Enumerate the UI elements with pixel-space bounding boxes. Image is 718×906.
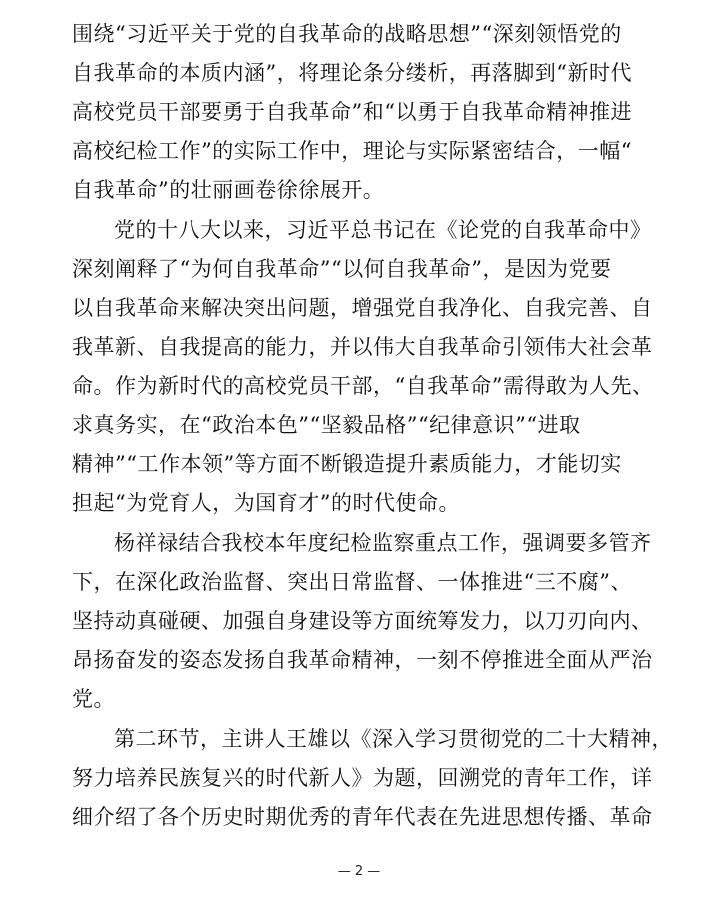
paragraph-3-line-3: 坚持动真碰硬、加强自身建设等方面统筹发力，以刀刃向内、 bbox=[72, 609, 653, 633]
paragraph-3-line-1: 杨祥禄结合我校本年度纪检监察重点工作，强调要多管齐 bbox=[114, 531, 652, 555]
paragraph-2-line-6: 求真务实，在“政治本色”“坚毅品格”“纪律意识”“进取 bbox=[72, 413, 581, 437]
paragraph-4-line-2: 努力培养民族复兴的时代新人》为题，回溯党的青年工作，详 bbox=[72, 766, 653, 790]
paragraph-2-line-1: 党的十八大以来，习近平总书记在《论党的自我革命中》 bbox=[114, 218, 652, 242]
paragraph-2-line-5: 命。作为新时代的高校党员干部，“自我革命”需得敢为人先、 bbox=[72, 374, 654, 398]
page-number: — 2 — bbox=[337, 864, 381, 879]
paragraph-2-line-8: 担起“为党育人，为国育才”的时代使命。 bbox=[72, 491, 460, 515]
paragraph-2-line-4: 我革新、自我提高的能力，并以伟大自我革命引领伟大社会革 bbox=[72, 335, 653, 359]
paragraph-3-line-4: 昂扬奋发的姿态发扬自我革命精神，一刻不停推进全面从严治 bbox=[72, 648, 653, 672]
paragraph-2-line-2: 深刻阐释了“为何自我革命”“以何自我革命”，是因为党要 bbox=[72, 257, 612, 281]
paragraph-2-line-3: 以自我革命来解决突出问题，增强党自我净化、自我完善、自 bbox=[72, 296, 653, 320]
paragraph-3-line-5: 党。 bbox=[72, 687, 115, 711]
paragraph-1-line-4: 高校纪检工作”的实际工作中，理论与实际紧密结合，一幅“ bbox=[72, 139, 632, 163]
paragraph-1-line-1: 围绕“习近平关于党的自我革命的战略思想”“深刻领悟党的 bbox=[72, 22, 622, 46]
paragraph-4-line-3: 细介绍了各个历史时期优秀的青年代表在先进思想传播、革命 bbox=[72, 805, 653, 829]
paragraph-4-line-1: 第二环节，主讲人王雄以《深入学习贯彻党的二十大精神， bbox=[114, 727, 673, 751]
paragraph-1-line-2: 自我革命的本质内涵”，将理论条分缕析，再落脚到“新时代 bbox=[72, 61, 632, 85]
paragraph-2-line-7: 精神”“工作本领”等方面不断锻造提升素质能力，才能切实 bbox=[72, 452, 622, 476]
paragraph-3-line-2: 下，在深化政治监督、突出日常监督、一体推进“三不腐”、 bbox=[72, 570, 632, 594]
paragraph-1-line-3: 高校党员干部要勇于自我革命”和“以勇于自我革命精神推进 bbox=[72, 100, 632, 124]
paragraph-1-line-5: 自我革命”的壮丽画卷徐徐展开。 bbox=[72, 178, 385, 202]
